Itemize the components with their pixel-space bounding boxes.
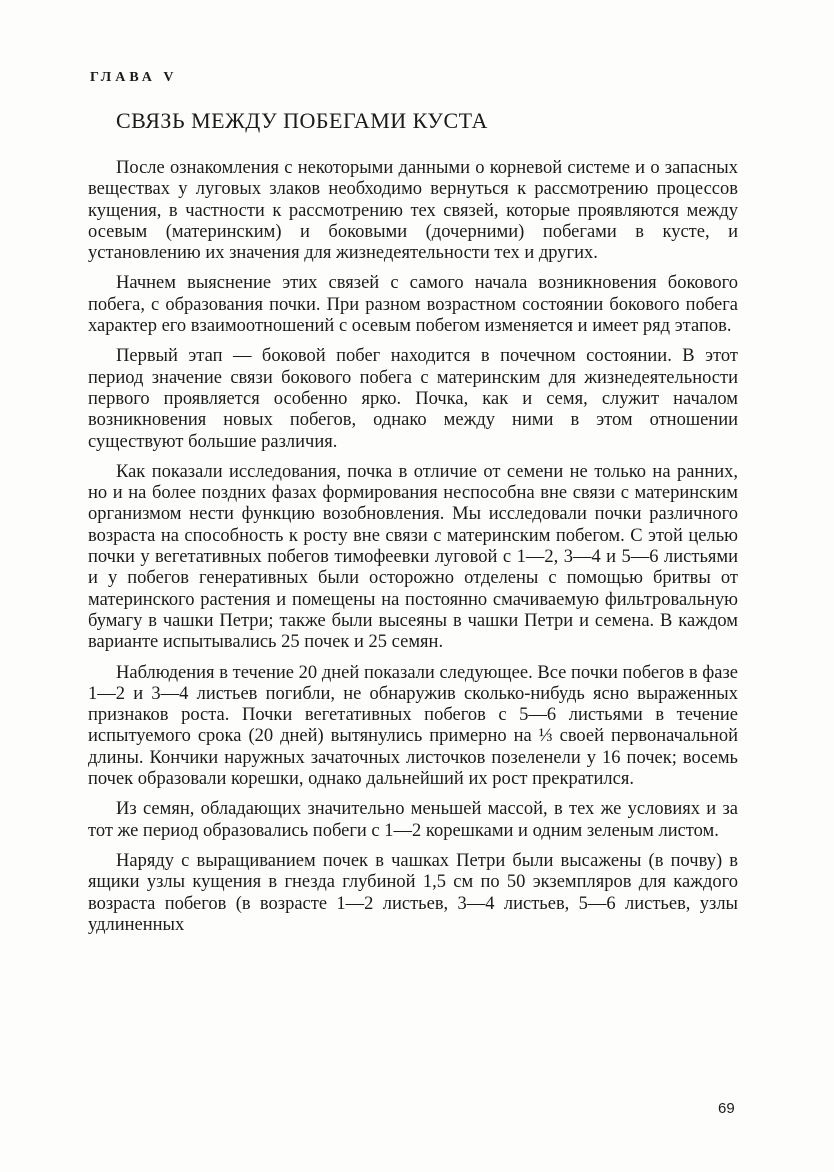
paragraph: После ознакомления с некоторыми данными о корневой системе и о запасных веществах у луговых злаков необходимо вернуться к рассмотрению процессов кущения, в частности к рассмотрению тех связей, которые проявляются между осевым (материнским) и боковыми (дочерними) побегами в кусте, и установлению их значения для жизнедеятельности тех и других.: [88, 158, 738, 264]
paragraph: Наряду с выращиванием почек в чашках Петри были высажены (в почву) в ящики узлы кущения в гнезда глубиной 1,5 см по 50 экземпляров для каждого возраста побегов (в возрасте 1—2 листьев, 3—4 листьев, 5—6 листьев, узлы удлиненных: [88, 850, 738, 935]
body-text: [88, 158, 738, 945]
paragraph: Начнем выяснение этих связей с самого начала возникновения бокового побега, с образования почки. При разном возрастном состоянии бокового побега характер его взаимоотношений с осевым побегом изменяется и имеет ряд этапов.: [88, 273, 738, 337]
page-number: 69: [718, 1100, 735, 1117]
paragraph: Наблюдения в течение 20 дней показали следующее. Все почки побегов в фазе 1—2 и 3—4 листьев погибли, не обнаружив сколько-нибудь ясно выраженных признаков роста. Почки вегетативных побегов с 5—6 листьями в течение испытуемого срока (20 дней) вытянулись примерно на ⅓ своей первоначальной длины. Кончики наружных зачаточных листочков позеленели у 16 почек; восемь почек образовали корешки, однако дальнейший их рост прекратился.: [88, 662, 738, 790]
paragraph: Первый этап — боковой побег находится в почечном состоянии. В этот период значение связи бокового побега с материнским для жизнедеятельности первого проявляется особенно ярко. Почка, как и семя, служит началом возникновения новых побегов, однако между ними в этом отношении существуют большие различия.: [88, 346, 738, 452]
chapter-label: ГЛАВА V: [90, 70, 178, 85]
paragraph: Из семян, обладающих значительно меньшей массой, в тех же условиях и за тот же период образовались побеги с 1—2 корешками и одним зеленым листом.: [88, 799, 738, 841]
paragraph: Как показали исследования, почка в отличие от семени не только на ранних, но и на более поздних фазах формирования неспособна вне связи с материнским организмом нести функцию возобновления. Мы исследовали почки различного возраста на способность к росту вне связи с материнским побегом. С этой целью почки у вегетативных побегов тимофеевки луговой с 1—2, 3—4 и 5—6 листьями и у побегов генеративных были осторожно отделены с помощью бритвы от материнского растения и помещены на постоянно смачиваемую фильтровальную бумагу в чашки Петри; также были высеяны в чашки Петри и семена. В каждом варианте испытывались 25 почек и 25 семян.: [88, 461, 738, 653]
chapter-title: СВЯЗЬ МЕЖДУ ПОБЕГАМИ КУСТА: [116, 108, 488, 133]
